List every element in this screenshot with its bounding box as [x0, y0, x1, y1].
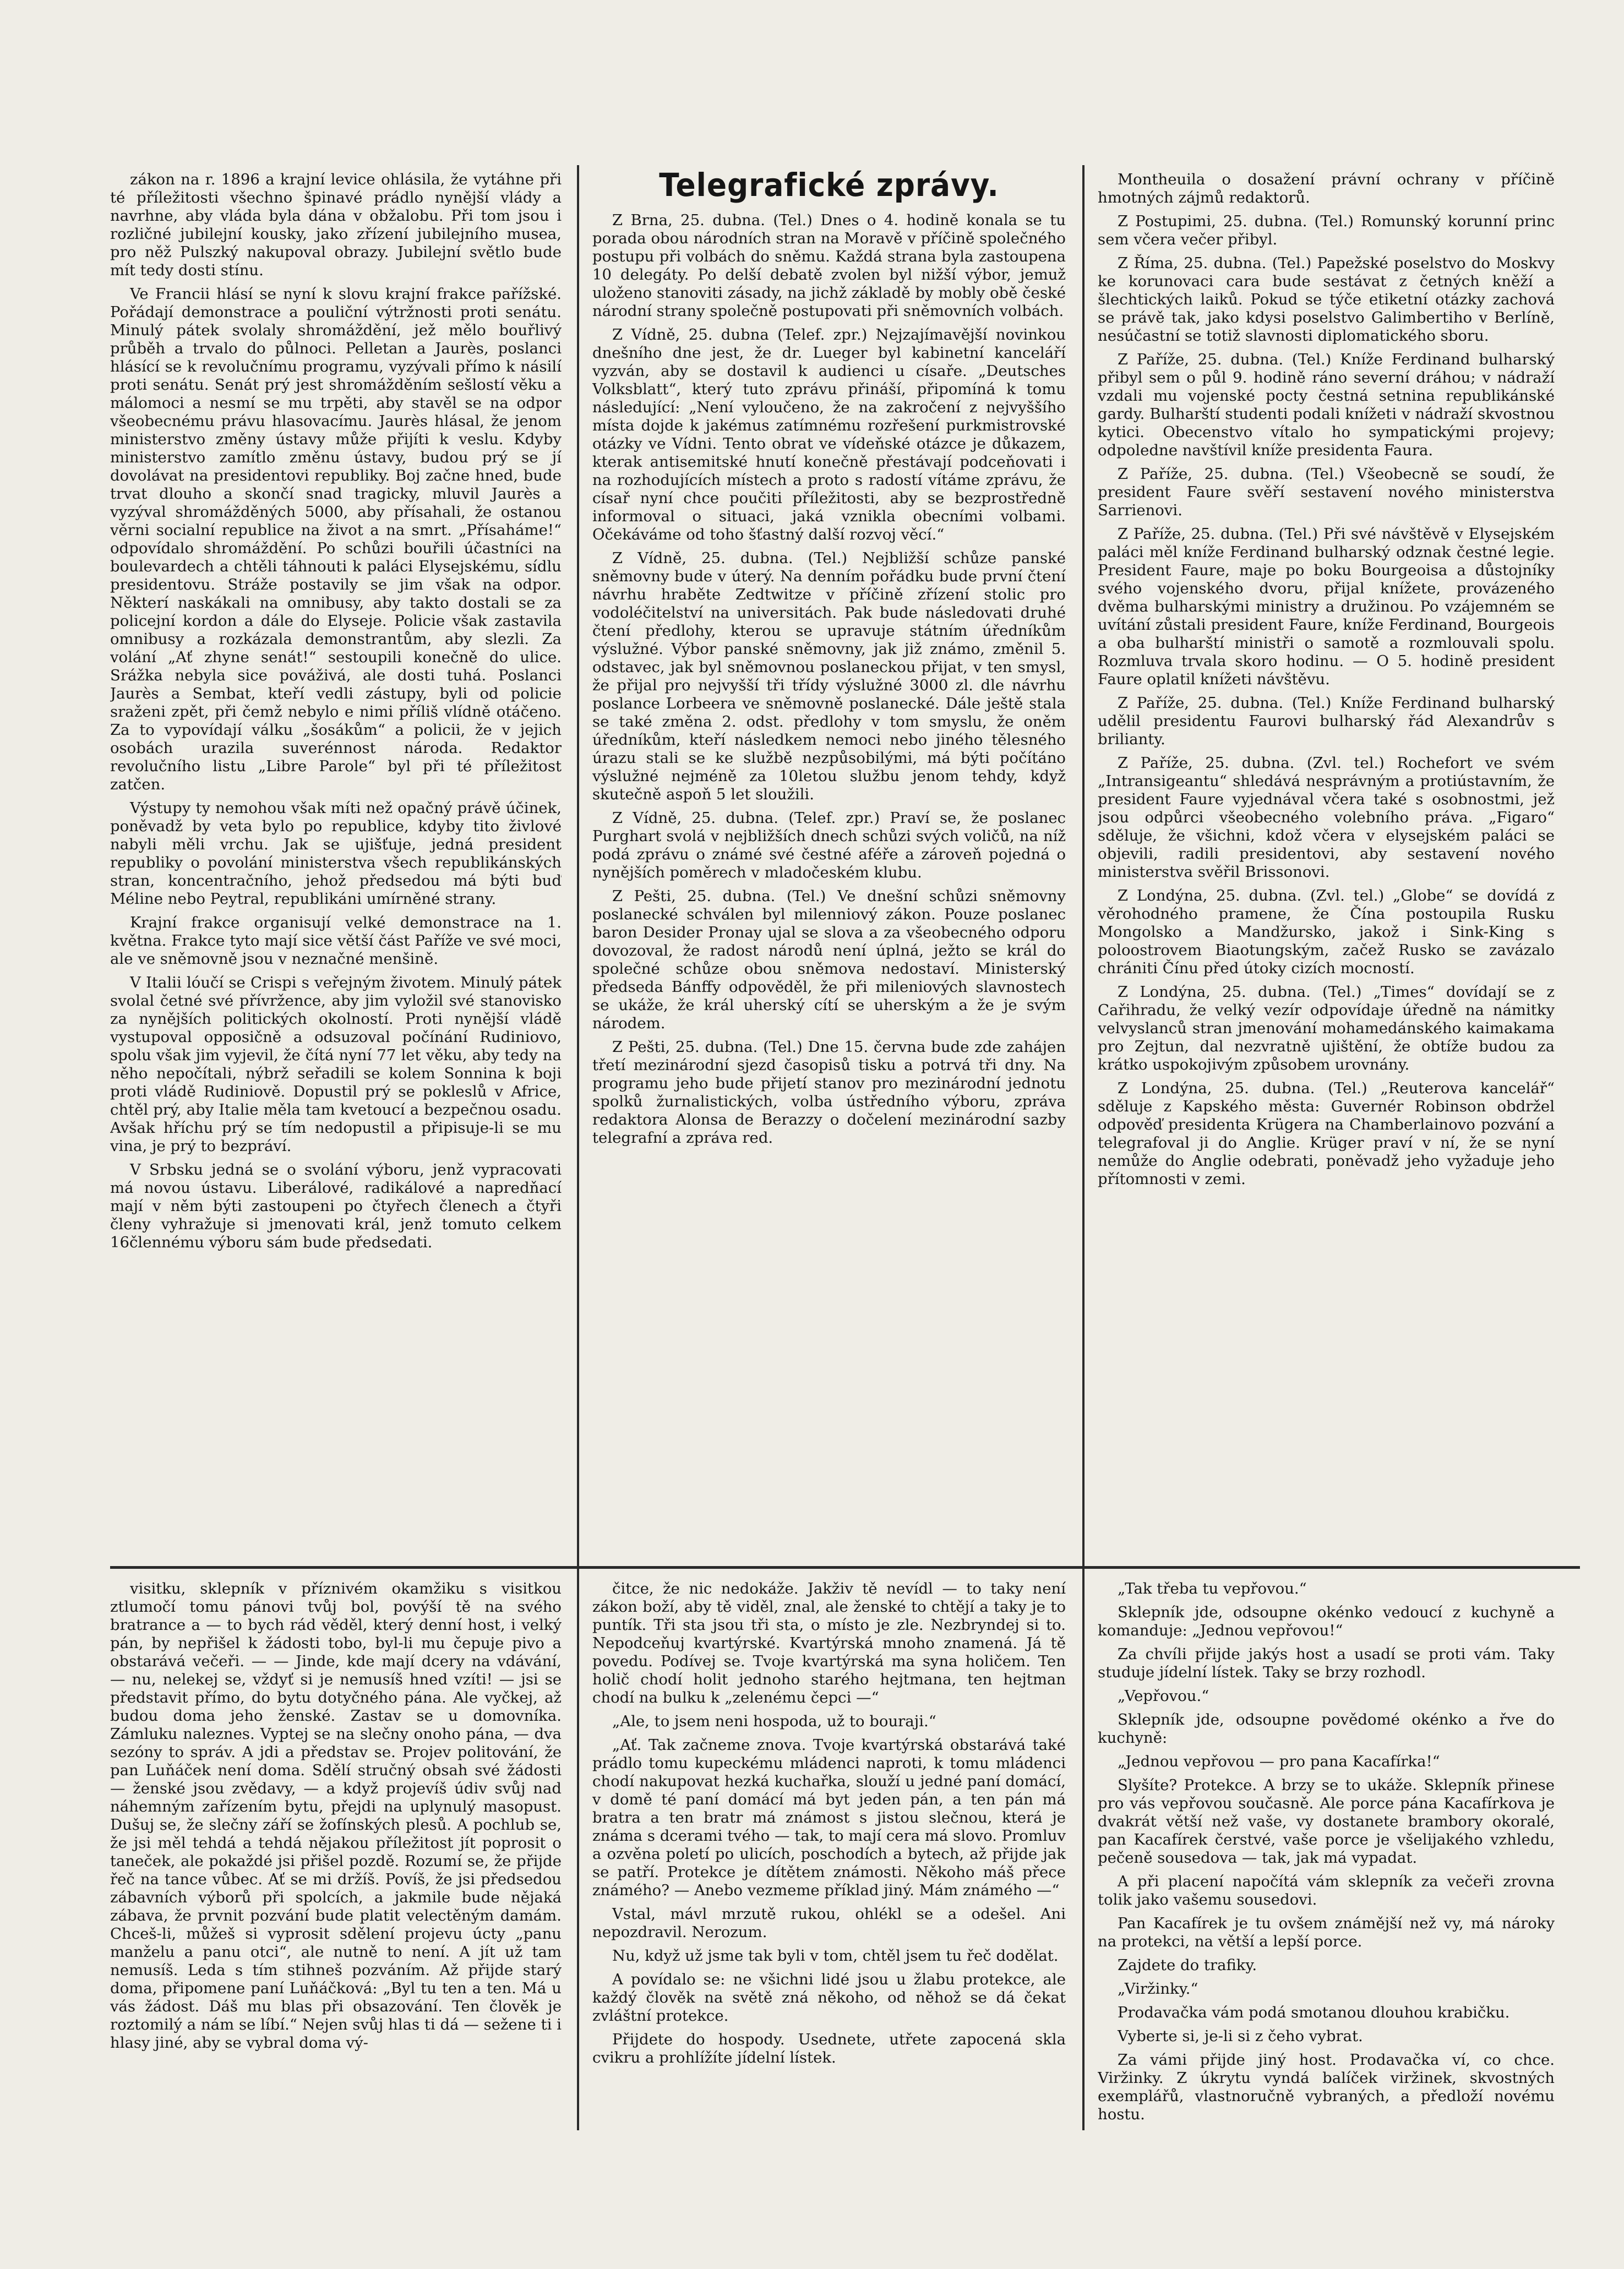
middle-para-2: Z Vídně, 25. dubna. (Tel.) Nejbližší schůze panské sněmovny bude v úterý. Na denním pořádku bude první čtení návrhu hraběte Zedtwitze v příčině zřízení stolic pro vodoléčitelství na universitách. Pak bude následovati druhé čtení předlohy, kterou se upravuje státním úředníkům výslužné. Výbor panské sněmovny, jak již známo, změnil 5. odstavec, jak byl sněmovnou poslaneckou přijat, v ten smysl, že přijal pro nejvyšší tři třídy výslužné 3000 zl. dle návrhu poslance Lorbeera ve sněmovně poslanecké. Dále ještě stala se také změna 2. odst. předlohy v tom smyslu, že oněm úředníkům, kteří následkem nemoci nebo jiného tělesného úrazu stali se ke službě nezpůsobilými, má býti počítáno výslužné nejméně za 10letou službu jenom tehdy, když skutečně aspoň 5 let sloužili. — [592, 549, 1066, 803]
feuilleton-right-para-10: „Viržinky.“ — [1118, 1980, 1198, 1998]
feuilleton-middle-para-5: A povídalo se: ne všichni lidé jsou u žlabu protekce, ale každý člověk na světě zná někoho, od něhož se dá čekat zvláštní protekce. — [592, 1971, 1066, 2025]
feuilleton-middle-para-3: Vstal, mávl mrzutě rukou, ohlékl se a odešel. Ani nepozdravil. Nerozum. — [592, 1905, 1066, 1941]
feuilleton-right-para-2: Za chvíli přijde jakýs host a usadí se proti vám. Taky studuje jídelní lístek. Taky se brzy rozhodl. — [1098, 1645, 1555, 1681]
section-heading: Telegrafické zprávy. — [659, 166, 999, 204]
left-para-3: Krajní frakce organisují velké demonstrace na 1. května. Frakce tyto mají sice větší část Paříže ve své moci, ale ve sněmovně jsou v neznačné menšině. — [110, 914, 562, 968]
column-rule — [577, 165, 579, 2130]
left-para-1: Ve Francii hlásí se nyní k slovu krajní frakce pařížské. Pořádají demonstrace a pouliční výtržnosti proti senátu. Minulý pátek svolaly shromáždění, jež mělo bouřlivý průběh a trvalo do půlnoci. Pelletan a Jaurès, poslanci hlásící se k revolučnímu programu, vyzývali přímo k násilí proti senátu. Senát prý jest shromážděním sešlostí věku a málomoci a nesmí se mu trpěti, aby stavěl se na odpor všeobecnému právu hlasovacímu. Jaurès hlásal, že jenom ministerstvo změny ústavy může přijíti k veslu. Kdyby ministerstvo zamítlo změnu ústavy, budou prý se jí dovolávat na presidentovi republiky. Boj začne hned, bude trvat dlouho a skončí snad tragicky, mluvil Jaurès a vyzýval shromážděných 5000, aby přísahali, že ostanou věrni socialní republice na život a na smrt. „Přísaháme!“ odpovídalo shromáždění. Po schůzi bouřili účastníci na boulevardech a chtěli táhnouti k paláci Elysejskému, sídlu presidentovu. Stráže postavily se jim však na odpor. Některí naskákali na omnibusy, aby takto dostali se za policejní kordon a dále do Elyseje. Policie však zastavila omnibusy a rozkázala demonstrantům, aby slezli. Za volání „Ať zhyne senát!“ sestoupili konečně do ulice. Srážka nebyla sice pováživá, ale dosti tuhá. Poslanci Jaurès a Sembat, kteří vedli zástupy, byli od policie sraženi zpět, při čemž nebylo e nimi příliš vlídně otáčeno. Za to vypovídají válku „šosákům“ a policii, že v jejich osobách urazila suverénnost národa. Redaktor revolučního listu „Libre Parole“ byl při té příležitost zatčen. — [110, 285, 562, 793]
middle-para-3: Z Vídně, 25. dubna. (Telef. zpr.) Praví se, že poslanec Purghart svolá v nejbližších dnech schůzi svých voličů, na níž podá zprávu o známé své čestné aféře a zároveň pojedná o nynějších poměrech v mladočeském klubu. — [592, 809, 1066, 881]
feuilleton-middle — [592, 1580, 1066, 2141]
right-para-6: Z Paříže, 25. dubna. (Tel.) Kníže Ferdinand bulharský udělil presidentu Faurovi bulharský řád Alexandrův s brilianty. — [1098, 694, 1555, 748]
feuilleton-right-para-1: Sklepník jde, odsoupne okénko vedoucí z kuchyně a komanduje: „Jednou vepřovou!“ — [1098, 1603, 1555, 1639]
middle-column — [592, 160, 1066, 1558]
feuilleton-right-para-12: Vyberte si, je-li si z čeho vybrat. — [1118, 2027, 1363, 2045]
feuilleton-left — [110, 1580, 562, 2141]
feuilleton-right-para-4: Sklepník jde, odsoupne povědomé okénko a řve do kuchyně: — [1098, 1711, 1555, 1747]
middle-para-4: Z Pešti, 25. dubna. (Tel.) Ve dnešní schůzi sněmovny poslanecké schválen byl milenniový zákon. Pouze poslanec baron Desider Pronay ujal se slova a za všeobecného odporu dovozoval, že radost národů není úplná, ježto se král do společné schůze obou sněmova nedostaví. Ministerský předseda Bánffy odpověděl, že při mileniových slavnostech se ukáže, že král uherský cítí se uherským a že je svým národem. — [592, 887, 1066, 1032]
right-para-5: Z Paříže, 25. dubna. (Tel.) Při své návštěvě v Elysejském paláci měl kníže Ferdinand bulharský odznak čestné legie. President Faure, maje po boku Bourgeoisa a důstojníky svého vojenského dvoru, přijal knížete, provázeného dvěma bulharskými ministry a družinou. Po vzájemném se uvítání zůstali president Faure, kníže Ferdinand, Bourgeois a oba bulharští ministři o samotě a rozmlouvali spolu. Rozmluva trvala skoro hodinu. — O 5. hodině president Faure oplatil knížeti návštěvu. — [1098, 525, 1555, 688]
feuilleton-middle-para-6: Přijdete do hospody. Usednete, utřete zapocená skla cvikru a prohlížíte jídelní lístek. — [592, 2031, 1066, 2066]
feuilleton-right-para-13: Za vámi přijde jiný host. Prodavačka ví, co chce. Viržinky. Z úkrytu vyndá balíček viržinek, skvostných exemplářů, vlastnoručně vybraných, a předloží novému hostu. — [1098, 2051, 1555, 2123]
right-column — [1098, 171, 1555, 1547]
feuilleton-left-para: visitku, sklepník v příznivém okamžiku s visitkou ztlumočí tomu pánovi tvůj bol, povýší tě na svého bratrance a — to bych rád věděl, který denní host, i velký pán, by nepřišel k žádosti tobo, byl-li mu čepuje pivo a obstarává večeři. — — Jinde, kde mají dcery na vdávání, — nu, nelekej se, vždyť si je nemusíš hned vzíti! — jsi se představit přímo, do bytu dotyčného pána. Ale vyčkej, až budou doma jeho ženské. Zastav se u domovníka. Zámluku naleznes. Vyptej se na slečny onoho pána, — dva sezóny to správ. A jdi a představ se. Projev politování, že pan Luňáček není doma. Sdělí stručný obsah své žádosti — ženské jsou zvědavy, — a když projevíš údiv svůj nad náhemným zařízením bytu, přejdi na uplynulý masopust. Dušuj se, že slečny září se žofínských plesů. A pochlub se, že jsi měl tehdá a tehdá nějakou příležitost jít poprosit o taneček, ale pokaždé jsi přišel pozdě. Rozumí se, že přijde řeč na tance vůbec. Ať se mi držíš. Povíš, že jsi předsedou zábavních výborů při spolcích, a jakmile bude nějaká zábava, že prvnit pozvání bude platit velectěným damám. Chceš-li, můžeš si vyprosit sdělení projevu úcty „panu manželu a panu otci“, ale nutně to není. A jít už tam nemusíš. Leda s tím stihneš pozváním. Až přijde starý doma, připomene paní Luňáčková: „Byl tu ten a ten. Má u vás žádost. Dáš mu blas při obsazování. Ten člověk je roztomilý a nám se líbí.“ Nejen svůj hlas ti dá — sežene ti i hlasy jiné, aby se vybral doma vý- — [110, 1580, 562, 2052]
left-para-5: V Srbsku jedná se o svolání výboru, jenž vypracovati má novou ústavu. Liberálové, radikálové a napredňací mají v něm býti zastoupeni po čtyřech členech a čtyři členy vyhražuje si jmenovati král, jenž tomuto celkem 16člennému výboru sám bude předsedati. — [110, 1161, 562, 1251]
left-column — [110, 171, 562, 1558]
feuilleton-middle-para-1: „Ale, to jsem neni hospoda, už to bouraji.“ — [612, 1712, 936, 1730]
feuilleton-right-para-0: „Tak třeba tu vepřovou.“ — [1118, 1580, 1307, 1597]
right-para-7: Z Paříže, 25. dubna. (Zvl. tel.) Rochefort ve svém „Intransigeantu“ shledává nesprávným a protiústavním, že president Faure vyjednával včera také s osobnostmi, jež jsou odpůrci všeobecného volebního práva. „Figaro“ sděluje, že všichni, kdož včera v elysejském paláci se objevili, radili presidentovi, aby sestavení nového ministerstva svěřil Brissonovi. — [1098, 754, 1555, 881]
newspaper-page — [110, 149, 1580, 2152]
right-para-0: Montheuila o dosažení právní ochrany v příčině hmotných zájmů redaktorů. — [1098, 171, 1555, 206]
feuilleton-right-para-6: Slyšíte? Protekce. A brzy se to ukáže. Sklepník přinese pro vás vepřovou současně. Ale porce pána Kacafírkova je dvakrát větší než vaše, vy dostanete brambory okoralé, pan Kacafírek čerstvé, vaše porce je všelijakého vzhledu, pečeně sousedova — tak, jak má vypadat. — [1098, 1776, 1555, 1867]
feuilleton-right — [1098, 1580, 1555, 2141]
right-para-9: Z Londýna, 25. dubna. (Tel.) „Times“ dovídají se z Cařihradu, že velký vezír odpovídaje úředně na námitky velvyslanců stran jmenování mohamedánského kaimakama pro Zejtun, dal nezvratně ujištění, že obtíže budou za krátko uspokojivým způsobem urovnány. — [1098, 983, 1555, 1073]
right-para-4: Z Paříže, 25. dubna. (Tel.) Všeobecně se soudí, že president Faure svěří sestavení nového ministerstva Sarrienovi. — [1098, 465, 1555, 519]
feuilleton-right-para-11: Prodavačka vám podá smotanou dlouhou krabičku. — [1118, 2004, 1510, 2021]
middle-para-0: Z Brna, 25. dubna. (Tel.) Dnes o 4. hodině konala se tu porada obou národních stran na Moravě v příčině společného postupu při volbách do sněmu. Každá strana byla zastoupena 10 delegáty. Po delší debatě zvolen byl nižší výbor, jemuž uloženo stanoviti zásady, na jichž základě by mobly obě české národní strany společně postupovati při sněmovních volbách. — [592, 211, 1066, 320]
middle-para-5: Z Pešti, 25. dubna. (Tel.) Dne 15. června bude zde zahájen třetí mezinárodní sjezd časopisů tisku a potrvá tři dny. Na programu jeho bude přijetí stanov pro mezinárodní jednotu spolků žurnalistických, volba ústředního výboru, zpráva redaktora Alonsa de Berazzy o dočelení mezinárodní sazby telegrafní a zpráva red. — [592, 1038, 1066, 1147]
left-para-0: zákon na r. 1896 a krajní levice ohlásila, že vytáhne při té příležitosti všechno špinavé prádlo nynější vlády a navrhne, aby vláda byla dána v obžalobu. Při tom jsou i rozličné jubilejní kousky, jako zřízení jubilejního musea, pro něž Pulszký nakupoval obrazy. Jubilejní světlo bude mít tedy dosti stínu. — [110, 171, 562, 279]
feuilleton-middle-para-4: Nu, když už jsme tak byli v tom, chtěl jsem tu řeč dodělat. — [612, 1947, 1059, 1965]
right-para-3: Z Paříže, 25. dubna. (Tel.) Kníže Ferdinand bulharský přibyl sem o půl 9. hodině ráno severní dráhou; v nádraží vzdali mu vojenské pocty čestná setnina republikánské gardy. Bulharští studenti podali knížeti v nádraží skvostnou kytici. Obecenstvo vítalo ho sympatickými projevy; odpoledne navštívil kníže presidenta Faura. — [1098, 351, 1555, 459]
middle-para-1: Z Vídně, 25. dubna (Telef. zpr.) Nejzajímavější novinkou dnešního dne jest, že dr. Lueger byl kabinetní kanceláří vyzván, aby se dostavil k audienci u císaře. „Deutsches Volksblatt“, který tuto zprávu přináší, připomíná k tomu následující: „Není vyloučeno, že na zakročení z nejvyššího místa dojde k jakémus zatímnému rozřešení purkmistrovské otázky ve Vídni. Tento obrat ve vídeňské otázce je důkazem, kterak antisemitské hnutí konečně přestávají podceňovati i na rozhodujících místech a proto s radostí vítáme zprávu, že císař nyní chce poučiti příležitosti, aby se bezprostředně informoval o situaci, jaká vznikla obecními volbami. Očekáváme od toho šťastný další rozvoj věcí.“ — [592, 326, 1066, 543]
feuilleton-rule — [110, 1566, 1580, 1569]
feuilleton-right-para-5: „Jednou vepřovou — pro pana Kacafírka!“ — [1118, 1753, 1440, 1770]
left-para-2: Výstupy ty nemohou však míti než opačný právě účinek, poněvadž by veta bylo po republice, kdyby tito živlové nabyli měli vrchu. Jak se ujišťuje, jedná president republiky o povolání ministerstva všech republikánských stran, koncentračního, jehož předsedou má býti buď Méline nebo Peytral, republikáni umírněné strany. — [110, 799, 562, 908]
feuilleton-right-para-3: „Vepřovou.“ — [1118, 1687, 1209, 1705]
right-para-2: Z Říma, 25. dubna. (Tel.) Papežské poselstvo do Moskvy ke korunovaci cara bude sestávat z četných kněží a šlechtických laiků. Pokud se týče etiketní otázky zachová se právě tak, jako kdysi poselstvo Galimbertiho v Berlíně, nesúčastní se totiž slavnosti diplomatického sboru. — [1098, 254, 1555, 345]
feuilleton-middle-para-2: „Ať. Tak začneme znova. Tvoje kvartýrská obstarává také prádlo tomu kupeckému mládenci naproti, k tomu mládenci chodí nakupovat hezká kuchařka, slouží u jedné paní domácí, v domě té paní domácí má byt jeden pán, a ten pán má bratra a ten bratr má známost s jistou slečnou, která je známa s dcerami tvého — tak, to mají cera má slovo. Promluv a ozvěna poletí po ulicích, poschodích a bytech, až přijde jak se patří. Protekce je dítětem známosti. Někoho máš přece známého? — Anebo vezmeme příklad jiný. Mám známého —“ — [592, 1736, 1066, 1899]
right-para-10: Z Londýna, 25. dubna. (Tel.) „Reuterova kancelář“ sděluje z Kapského města: Guvernér Robinson obdržel odpověď presidenta Krügera na Chamberlainovo pozvání a telegrafoval ji do Anglie. Krüger praví v ní, že se nyní nemůže do Anglie odebrati, poněvadž jeho vyžaduje jeho přítomnosti v zemi. — [1098, 1079, 1555, 1188]
right-para-1: Z Postupimi, 25. dubna. (Tel.) Romunský korunní princ sem včera večer přibyl. — [1098, 212, 1555, 248]
feuilleton-right-para-9: Zajdete do trafiky. — [1118, 1956, 1257, 1974]
feuilleton-right-para-8: Pan Kacafírek je tu ovšem známější než vy, má nároky na protekci, na větší a lepší porce. — [1098, 1915, 1555, 1950]
left-para-4: V Italii lóučí se Crispi s veřejným životem. Minulý pátek svolal četné své přívržence, aby jim vyložil své stanovisko za nynějších politických okolností. Proti nynější vládě vystupoval opposičně a odsuzoval počínání Rudiniovo, spolu však jim vyjevil, že čítá nyní 77 let věku, aby tedy na něho nepočítali, nýbrž seřadili se kolem Sonnina k boji proti vládě Rudiniově. Dopustil prý se pokleslů v Africe, chtěl prý, aby Italie měla tam kvetoucí a bezpečnou osadu. Avšak hříchu prý se tím nedopustil a připisuje-li se mu vina, je prý to bezpráví. — [110, 974, 562, 1155]
feuilleton-right-para-7: A při placení napočítá vám sklepník za večeři zrovna tolik jako vašemu sousedovi. — [1098, 1873, 1555, 1908]
right-para-8: Z Londýna, 25. dubna. (Zvl. tel.) „Globe“ se dovídá z věrohodného pramene, že Čína postoupila Rusku Mongolsko a Mandžursko, jakož i Sink-King s poloostrovem Biaotungským, začež Rusko se zavázalo chrániti Čínu před útoky cizích mocností. — [1098, 887, 1555, 977]
column-rule — [1082, 165, 1085, 2130]
feuilleton-middle-para-0: čitce, že nic nedokáže. Jakživ tě nevídl — to taky není zákon boží, aby tě viděl, znal, ale ženské to chtějí a taky je to puntík. Tři sta jsou tři sta, o místo je zle. Nezbryndej si to. Nepodceňuj kvartýrské. Kvartýrská mnoho znamená. Já tě povedu. Podívej se. Tvoje kvartýrská ma syna holičem. Ten holič chodí holit jednoho starého hejtmana, ten hejtman chodí na bulku k „zelenému čepci —“ — [592, 1580, 1066, 1706]
